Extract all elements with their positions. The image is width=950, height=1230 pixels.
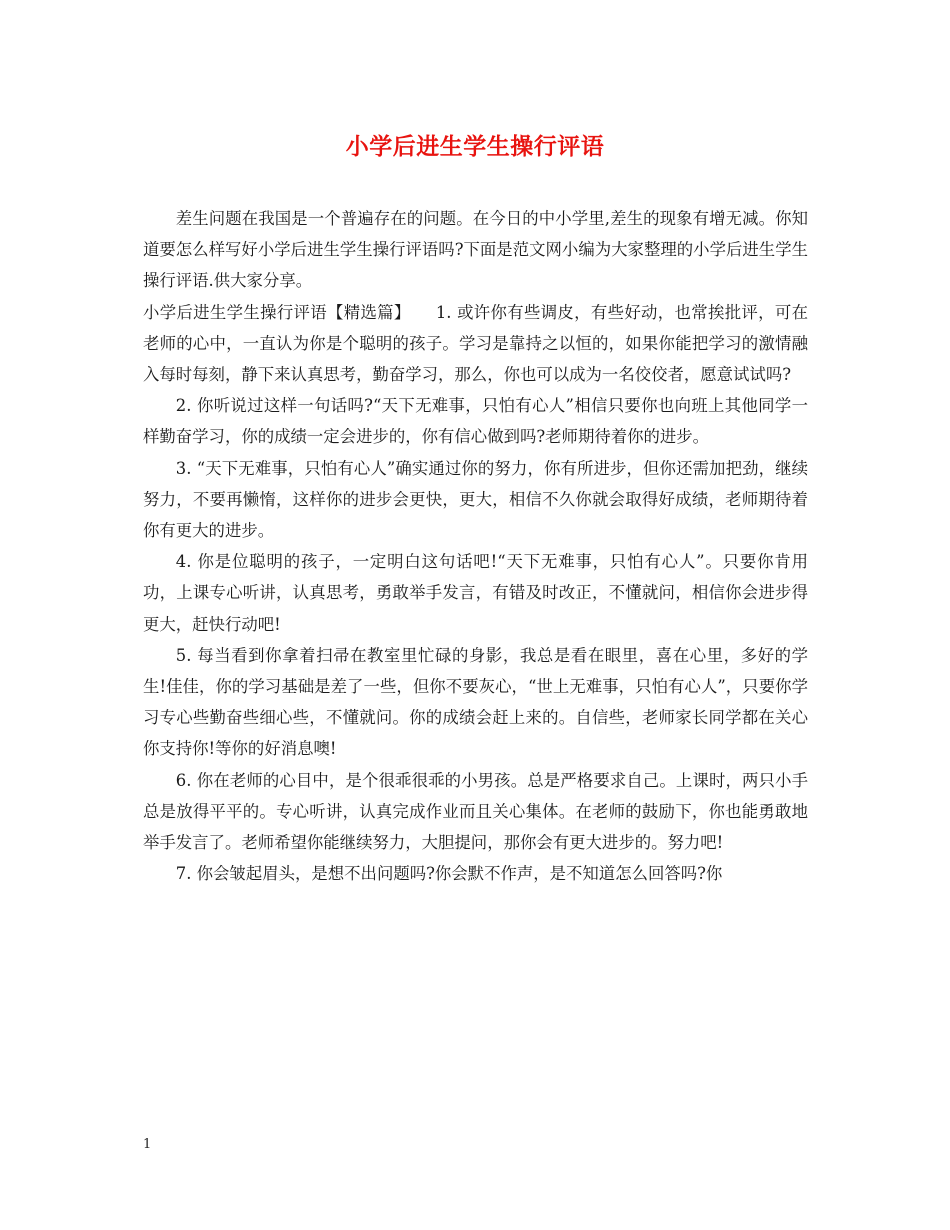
comment-paragraph-7: 7. 你会皱起眉头，是想不出问题吗?你会默不作声，是不知道怎么回答吗?你: [175, 864, 723, 884]
page-number: 1: [143, 1137, 152, 1152]
comment-paragraph-5: 5. 每当看到你拿着扫帚在教室里忙碌的身影，我总是看在眼里，喜在心里，多好的学生!佳佳，你的学习基础是差了一些，但你不要灰心，“世上无难事，只怕有心人”，只要你学习专心些勤奋些细心些，不懂就问。你的成绩会赶上来的。自信些，老师家长同学都在关心你支持你!等你的好消息噢!: [143, 645, 808, 759]
document-title: 小学后进生学生操行评语: [345, 133, 605, 160]
comment-paragraph-6: 6. 你在老师的心目中，是个很乖很乖的小男孩。总是严格要求自己。上课时，两只小手总是放得平平的。专心听讲，认真完成作业而且关心集体。在老师的鼓励下，你也能勇敢地举手发言了。老师希望你能继续努力，大胆提问，那你会有更大进步的。努力吧!: [143, 770, 808, 853]
intro-paragraph: 差生问题在我国是一个普遍存在的问题。在今日的中小学里,差生的现象有增无减。你知道要怎么样写好小学后进生学生操行评语吗?下面是范文网小编为大家整理的小学后进生学生操行评语.供大家分享。: [143, 209, 808, 291]
comment-paragraph-2: 2. 你听说过这样一句话吗?“天下无难事，只怕有心人”相信只要你也向班上其他同学一样勤奋学习，你的成绩一定会进步的，你有信心做到吗?老师期待着你的进步。: [143, 396, 808, 447]
document-body: [143, 203, 808, 889]
comment-paragraph-1: 小学后进生学生操行评语【精选篇】 1. 或许你有些调皮，有些好动，也常挨批评，可在老师的心中，一直认为你是个聪明的孩子。学习是靠持之以恒的，如果你能把学习的激情融入每时每刻，静下来认真思考，勤奋学习，那么，你也可以成为一名佼佼者，愿意试试吗?: [143, 302, 808, 385]
comment-paragraph-3: 3. “天下无难事，只怕有心人”确实通过你的努力，你有所进步，但你还需加把劲，继续努力，不要再懒惰，这样你的进步会更快，更大，相信不久你就会取得好成绩，老师期待着你有更大的进步。: [143, 458, 808, 541]
comment-paragraph-4: 4. 你是位聪明的孩子，一定明白这句话吧!“天下无难事，只怕有心人”。只要你肯用功，上课专心听讲，认真思考，勇敢举手发言，有错及时改正，不懂就问，相信你会进步得更大，赶快行动吧!: [143, 552, 808, 634]
